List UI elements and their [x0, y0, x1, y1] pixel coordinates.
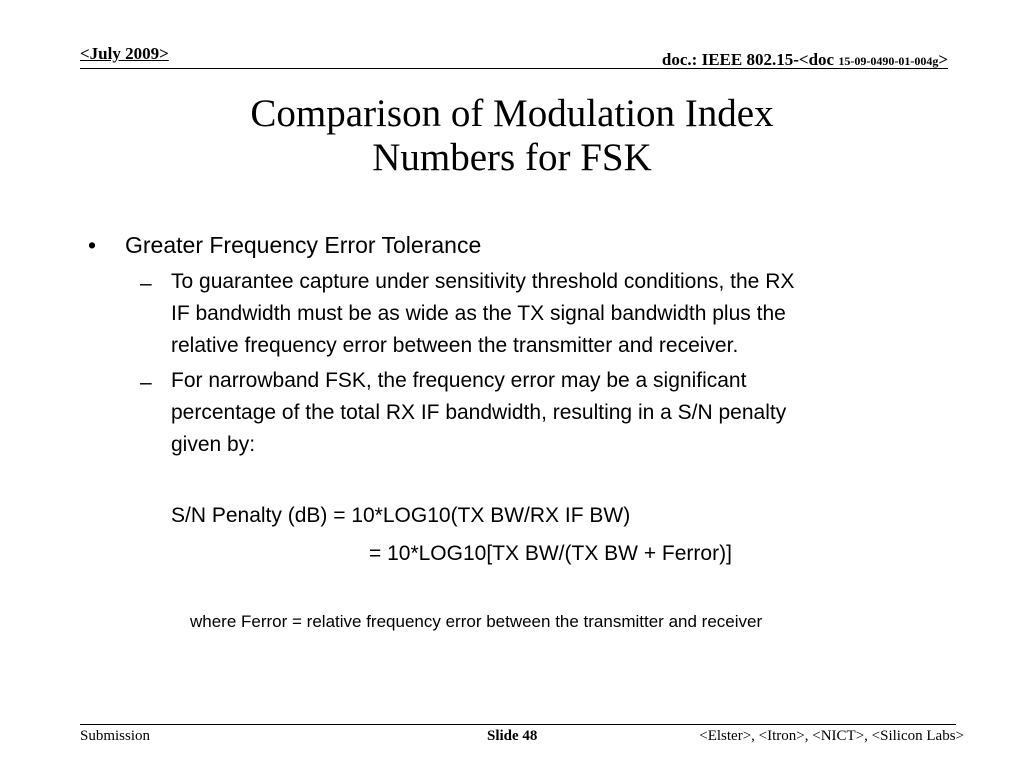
- footer-authors: <Elster>, <Itron>, <NICT>, <Silicon Labs>: [699, 728, 964, 744]
- header-date: <July 2009>: [80, 44, 169, 63]
- sub-bullet-1-line: IF bandwidth must be as wide as the TX signal bandwidth plus the: [171, 302, 786, 325]
- bullet-marker: •: [88, 232, 97, 258]
- sub-bullet-marker-1: –: [140, 272, 152, 295]
- header-doc-number: 15-09-0490-01-004g: [838, 54, 939, 68]
- sub-bullet-1-line: relative frequency error between the transmitter and receiver.: [171, 334, 739, 357]
- formula-note: where Ferror = relative frequency error between the transmitter and receiver: [190, 612, 763, 631]
- sub-bullet-2-line: For narrowband FSK, the frequency error may be a significant: [171, 369, 747, 392]
- footer-divider: [80, 724, 956, 725]
- sub-bullet-2-line: given by:: [171, 433, 256, 456]
- bullet-text: Greater Frequency Error Tolerance: [125, 232, 482, 258]
- sub-bullet-2-line: percentage of the total RX IF bandwidth, resulting in a S/N penalty: [171, 401, 787, 424]
- sub-bullet-1: [171, 266, 946, 362]
- footer-slide-number: Slide 48: [487, 728, 538, 744]
- slide-title: [0, 92, 1024, 180]
- formula-line-2: = 10*LOG10[TX BW/(TX BW + Ferror)]: [369, 542, 732, 565]
- slide-title-line-2: Numbers for FSK: [372, 136, 652, 179]
- sub-bullet-1-line: To guarantee capture under sensitivity threshold conditions, the RX: [171, 270, 795, 293]
- header-doc-suffix: >: [938, 50, 948, 69]
- header-doc-prefix: doc.: IEEE 802.15-<doc: [661, 50, 839, 69]
- sub-bullet-2: [171, 365, 946, 461]
- sub-bullet-marker-2: –: [140, 371, 152, 394]
- footer-submission: Submission: [80, 728, 151, 744]
- formula-line-1: S/N Penalty (dB) = 10*LOG10(TX BW/RX IF BW): [171, 504, 631, 527]
- slide-title-line-1: Comparison of Modulation Index: [250, 92, 774, 135]
- header-doc-id: [662, 50, 948, 70]
- header-divider: [80, 68, 948, 69]
